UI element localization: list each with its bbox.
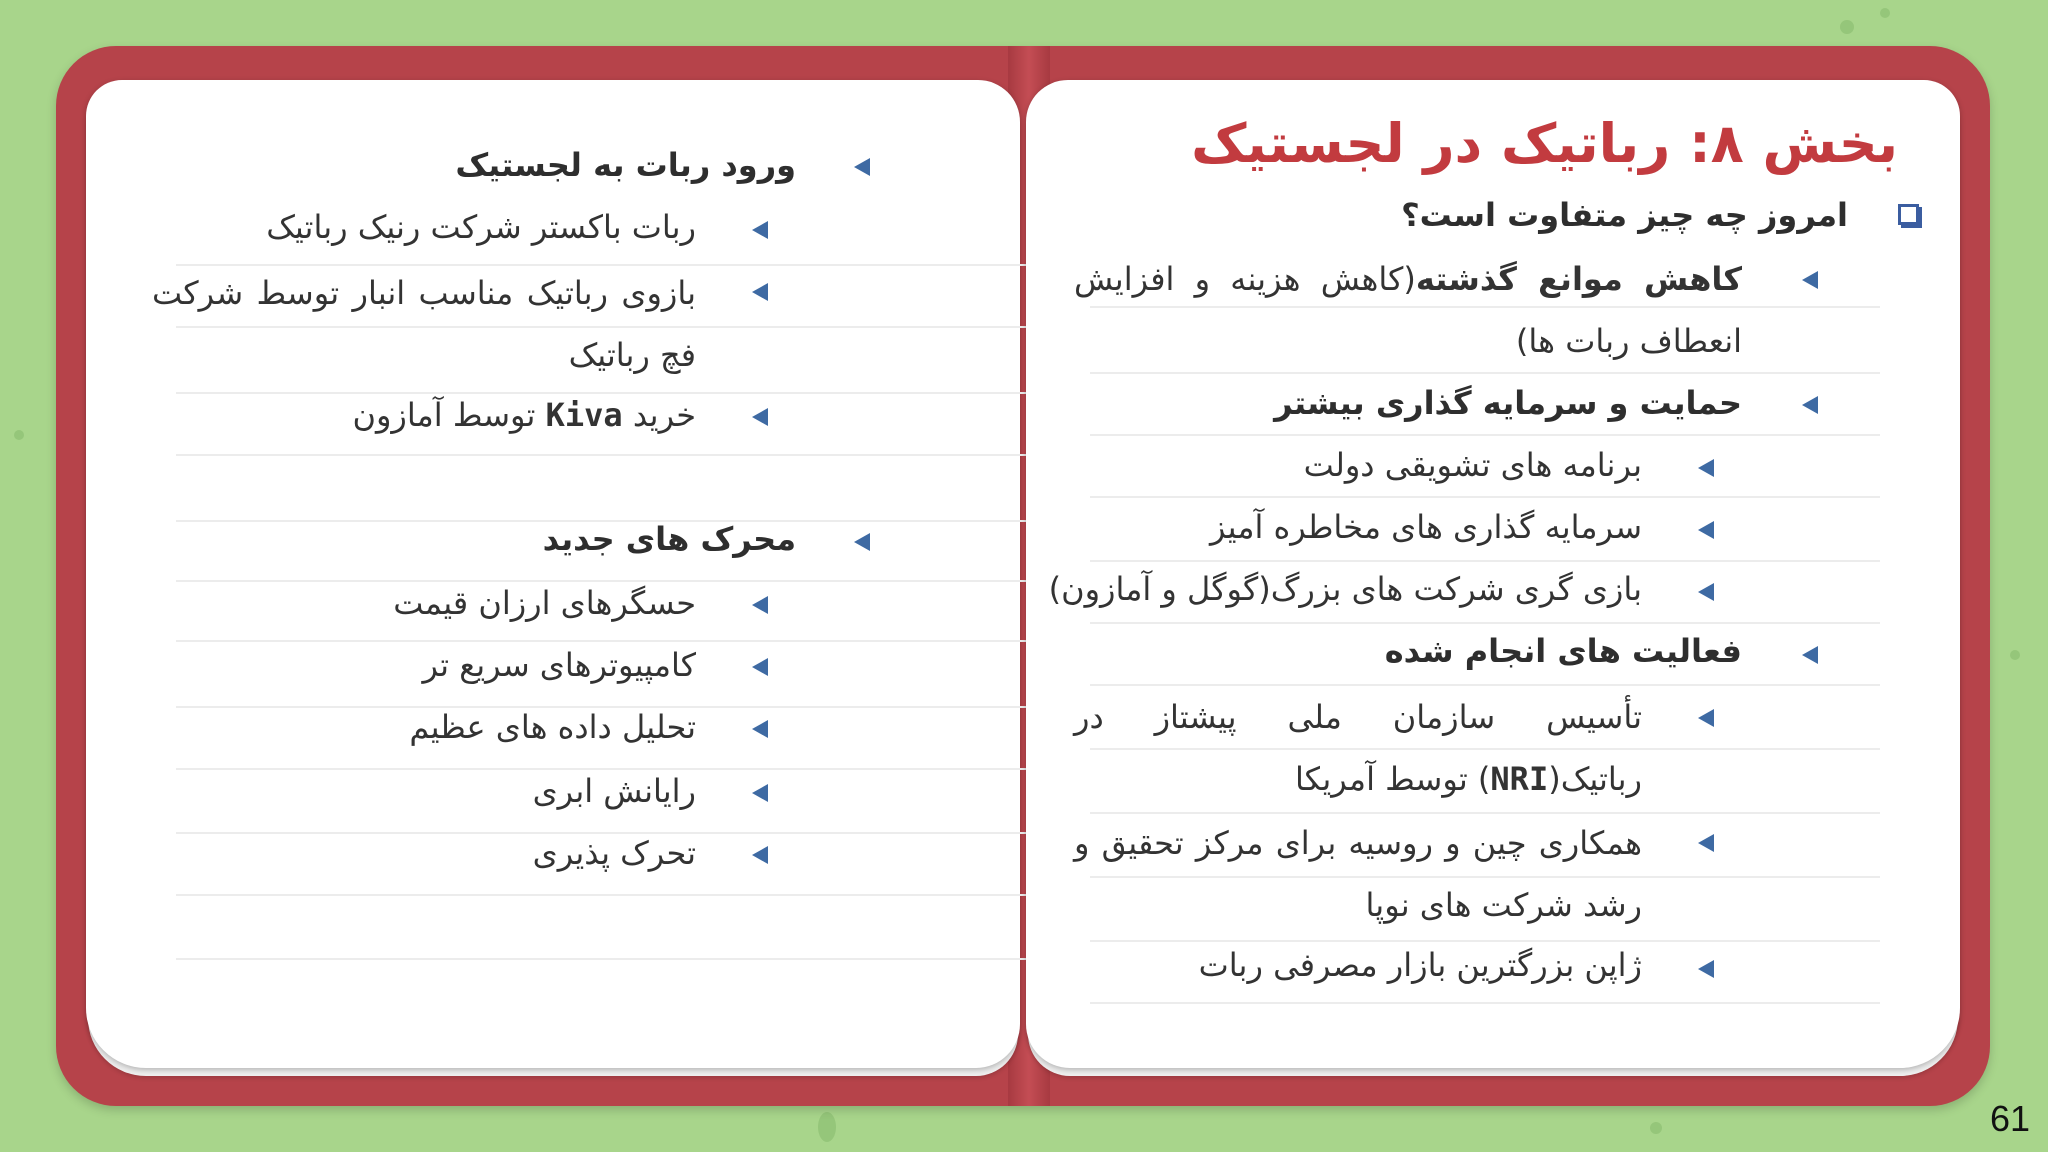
bullet-icon (1698, 834, 1714, 852)
list-item: کاهش موانع گذشته(کاهش هزینه و افزایش انعطاف ربات ها) (1074, 260, 1743, 360)
bullet-icon (1698, 960, 1714, 978)
list-item: فعالیت های انجام شده (1384, 632, 1742, 670)
list-item: تحرک پذیری (532, 834, 696, 872)
list-item: تأسیس سازمان ملی پیشتاز در رباتیک(NRI) توسط آمریکا (1074, 698, 1642, 798)
bullet-icon (1698, 459, 1714, 477)
bullet-icon (1802, 396, 1818, 414)
bullet-icon (752, 658, 768, 676)
slide-title: بخش ۸: رباتیک در لجستیک (1191, 112, 1898, 175)
bullet-icon (752, 221, 768, 239)
slide-number: 61 (1989, 1098, 2030, 1139)
list-item: رایانش ابری (532, 772, 696, 810)
background-speck (1840, 20, 1854, 34)
bullet-icon (854, 158, 870, 176)
bullet-icon (1802, 646, 1818, 664)
list-item: همکاری چین و روسیه برای مرکز تحقیق و رشد شرکت های نوپا (1074, 824, 1642, 924)
bullet-icon (752, 784, 768, 802)
bullet-icon (854, 533, 870, 551)
bullet-icon (1698, 521, 1714, 539)
background-speck (14, 430, 24, 440)
bullet-icon (752, 846, 768, 864)
list-item: ژاپن بزرگترین بازار مصرفی ربات (1198, 946, 1642, 984)
bullet-icon (1698, 709, 1714, 727)
code-text: NRI (1490, 760, 1549, 798)
section-heading: امروز چه چیز متفاوت است؟ (1401, 196, 1848, 234)
square-bullet-icon (1898, 204, 1919, 225)
bullet-icon (752, 408, 768, 426)
background-speck (818, 1112, 836, 1142)
code-text: Kiva (545, 396, 623, 434)
section-drivers-heading: محرک های جدید (542, 520, 796, 558)
list-item: حسگرهای ارزان قیمت (393, 584, 696, 622)
list-item: ربات باکستر شرکت رنیک رباتیک (266, 208, 696, 246)
background-speck (2010, 650, 2020, 660)
list-item: برنامه های تشویقی دولت (1303, 446, 1642, 484)
list-item: تحلیل داده های عظیم (409, 708, 696, 746)
bullet-icon (1802, 271, 1818, 289)
list-item: بازی گری شرکت های بزرگ(گوگل و آمازون) (1048, 570, 1642, 608)
list-item: سرمایه گذاری های مخاطره آمیز (1210, 508, 1642, 546)
bullet-icon (752, 720, 768, 738)
list-item: حمایت و سرمایه گذاری بیشتر (1274, 384, 1742, 422)
background-speck (1650, 1122, 1662, 1134)
bullet-icon (1698, 583, 1714, 601)
list-item: خرید Kiva توسط آمازون (352, 396, 696, 434)
list-item: بازوی رباتیک مناسب انبار توسط شرکت فچ رباتیک (152, 274, 696, 374)
list-item: کامپیوترهای سریع تر (422, 646, 696, 684)
background-speck (1880, 8, 1890, 18)
bullet-icon (752, 283, 768, 301)
bullet-icon (752, 596, 768, 614)
section-ingress-heading: ورود ربات به لجستیک (455, 146, 796, 184)
